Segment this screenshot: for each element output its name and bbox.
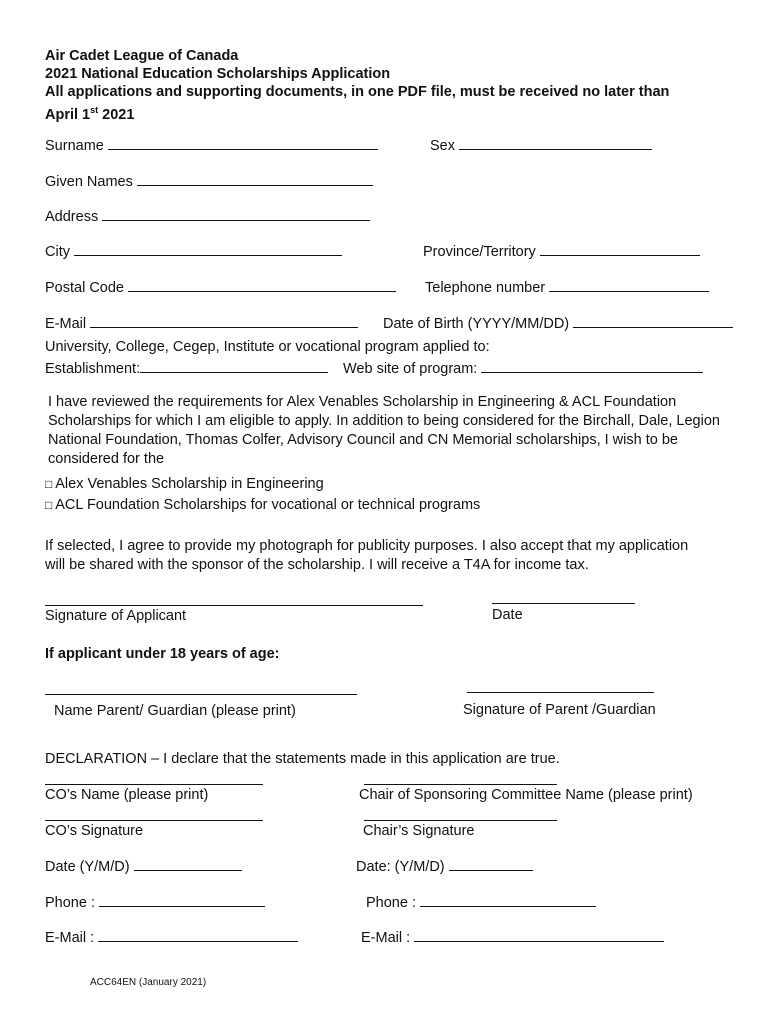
surname-field[interactable] xyxy=(45,137,378,154)
postal-code-line[interactable] xyxy=(128,279,396,292)
dob-field[interactable] xyxy=(383,315,733,332)
city-field[interactable] xyxy=(45,243,342,260)
deadline-line: All applications and supporting documents, in one PDF file, must be received no later than xyxy=(45,84,670,100)
co-phone-label: Phone : xyxy=(45,895,95,911)
requirements-paragraph: I have reviewed the requirements for Alex Venables Scholarship in Engineering & ACL Foundation Scholarships for which I am eligible to apply. In addition to being considered for the Birchall, Dale, Legion National Foundation, Thomas Colfer, Advisory Council and CN Memorial scholarships, I wish to be considered for the xyxy=(48,394,720,467)
dob-label: Date of Birth (YYYY/MM/DD) xyxy=(383,316,570,332)
chair-name-label: Chair of Sponsoring Committee Name (please print) xyxy=(359,787,693,803)
province-label: Province/Territory xyxy=(423,244,536,260)
chair-signature-label: Chair’s Signature xyxy=(363,823,475,839)
email-line[interactable] xyxy=(90,315,358,328)
chair-phone-label: Phone : xyxy=(366,895,416,911)
applicant-date-label: Date xyxy=(492,607,523,623)
email-label: E-Mail xyxy=(45,316,87,332)
province-field[interactable] xyxy=(423,243,700,260)
chair-date-label: Date: (Y/M/D) xyxy=(356,859,445,875)
checkbox-icon[interactable]: □ xyxy=(45,477,53,491)
co-name-line[interactable] xyxy=(45,784,263,785)
applicant-date-line[interactable] xyxy=(492,603,635,604)
co-email-label: E-Mail : xyxy=(45,930,95,946)
website-line[interactable] xyxy=(481,360,703,373)
chair-phone-line[interactable] xyxy=(420,894,596,907)
co-name-label: CO’s Name (please print) xyxy=(45,787,209,803)
chair-date-line[interactable] xyxy=(449,858,533,871)
co-email-line[interactable] xyxy=(98,929,298,942)
surname-label: Surname xyxy=(45,138,104,154)
sex-label: Sex xyxy=(430,138,455,154)
establishment-line[interactable] xyxy=(140,360,328,373)
email-field[interactable] xyxy=(45,315,358,332)
parent-name-line[interactable] xyxy=(45,694,357,695)
chair-signature-line[interactable] xyxy=(364,820,557,821)
minor-heading: If applicant under 18 years of age: xyxy=(45,646,280,662)
postal-code-field[interactable] xyxy=(45,279,396,296)
chair-email-line[interactable] xyxy=(414,929,664,942)
co-signature-line[interactable] xyxy=(45,820,263,821)
form-code-footer: ACC64EN (January 2021) xyxy=(90,977,207,988)
city-label: City xyxy=(45,244,70,260)
telephone-label: Telephone number xyxy=(425,280,546,296)
given-names-field[interactable] xyxy=(45,173,373,190)
telephone-field[interactable] xyxy=(425,279,709,296)
given-names-line[interactable] xyxy=(137,173,373,186)
checkbox-icon[interactable]: □ xyxy=(45,498,53,512)
chair-date-field[interactable] xyxy=(356,858,533,875)
sex-line[interactable] xyxy=(459,137,652,150)
applicant-signature-label: Signature of Applicant xyxy=(45,608,187,624)
address-field[interactable] xyxy=(45,208,370,225)
form-title: 2021 National Education Scholarships Application xyxy=(45,66,391,82)
postal-code-label: Postal Code xyxy=(45,280,124,296)
declaration-text: DECLARATION – I declare that the statements made in this application are true. xyxy=(45,751,560,767)
option-label: ACL Foundation Scholarships for vocational or technical programs xyxy=(55,497,481,513)
address-label: Address xyxy=(45,209,99,225)
chair-email-field[interactable] xyxy=(361,929,664,946)
co-date-label: Date (Y/M/D) xyxy=(45,859,130,875)
co-date-line[interactable] xyxy=(134,858,242,871)
program-applied-label: University, College, Cegep, Institute or vocational program applied to: xyxy=(45,339,490,355)
establishment-label: Establishment: xyxy=(45,361,141,377)
city-line[interactable] xyxy=(74,243,342,256)
dob-line[interactable] xyxy=(573,315,733,328)
website-field[interactable] xyxy=(343,360,703,377)
consent-paragraph: If selected, I agree to provide my photograph for publicity purposes. I also accept that my application will be shared with the sponsor of the scholarship. I will receive a T4A for income tax. xyxy=(45,538,689,573)
chair-phone-field[interactable] xyxy=(366,894,596,911)
chair-name-line[interactable] xyxy=(364,784,557,785)
co-phone-field[interactable] xyxy=(45,894,265,911)
given-names-label: Given Names xyxy=(45,174,133,190)
form-title-org: Air Cadet League of Canada xyxy=(45,48,239,64)
option-alex-venables[interactable] xyxy=(45,476,324,492)
chair-email-label: E-Mail : xyxy=(361,930,411,946)
parent-signature-line[interactable] xyxy=(467,692,654,693)
website-label: Web site of program: xyxy=(343,361,478,377)
surname-line[interactable] xyxy=(108,137,378,150)
co-phone-line[interactable] xyxy=(99,894,265,907)
option-acl-foundation[interactable] xyxy=(45,497,480,513)
parent-signature-label: Signature of Parent /Guardian xyxy=(463,702,656,718)
option-label: Alex Venables Scholarship in Engineering xyxy=(55,476,324,492)
co-signature-label: CO’s Signature xyxy=(45,823,144,839)
applicant-signature-line[interactable] xyxy=(45,605,423,606)
parent-name-label: Name Parent/ Guardian (please print) xyxy=(54,703,296,719)
co-date-field[interactable] xyxy=(45,858,242,875)
address-line[interactable] xyxy=(102,208,370,221)
sex-field[interactable] xyxy=(430,137,652,154)
deadline-date: April 1st 2021 xyxy=(45,105,135,123)
telephone-line[interactable] xyxy=(549,279,709,292)
co-email-field[interactable] xyxy=(45,929,298,946)
establishment-field[interactable] xyxy=(45,360,328,377)
province-line[interactable] xyxy=(540,243,700,256)
